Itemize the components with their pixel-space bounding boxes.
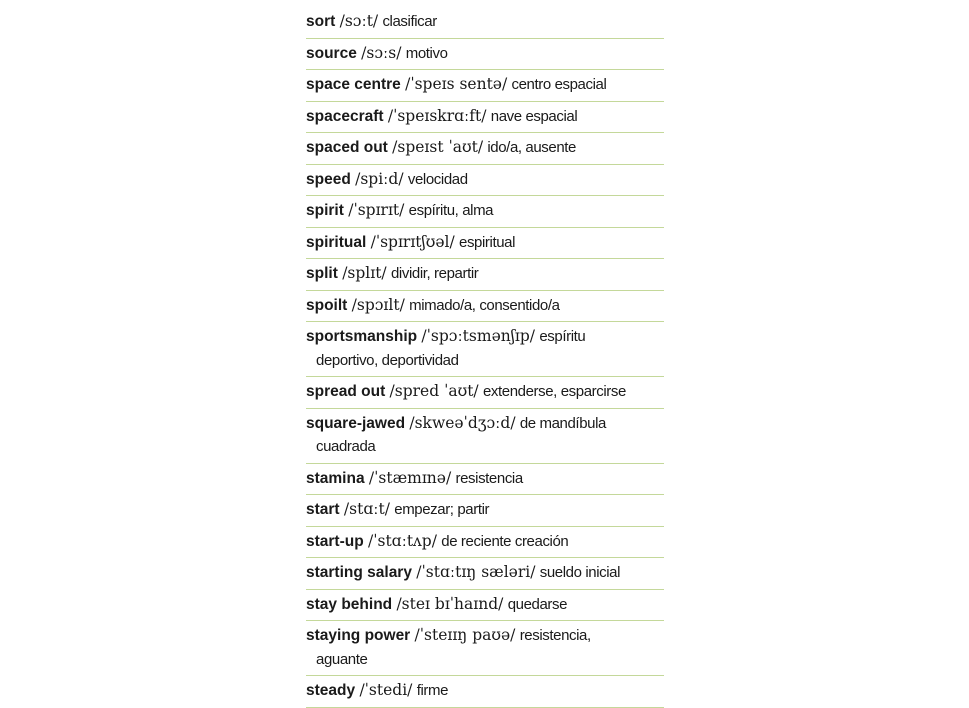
entry-term: start-up — [306, 532, 364, 550]
glossary-entry — [306, 377, 664, 409]
glossary-entry — [306, 102, 664, 134]
entry-definition: mimado/a, consentido/a — [409, 296, 560, 314]
entry-pronunciation: /ˈspɔːtsmənʃɪp/ — [421, 327, 536, 345]
entry-definition: sueldo inicial — [539, 564, 621, 581]
entry-pronunciation: /ˈspɪrɪt/ — [348, 201, 405, 219]
entry-definition: velocidad — [407, 170, 468, 188]
entry-term: spirit — [306, 202, 344, 219]
glossary-entry — [306, 621, 664, 676]
entry-definition: centro espacial — [511, 76, 607, 93]
glossary-entry — [306, 291, 664, 323]
entry-definition: de reciente creación — [441, 532, 569, 550]
entry-term: speed — [306, 170, 351, 188]
entry-definition: extenderse, esparcirse — [482, 383, 626, 400]
entry-pronunciation: /splɪt/ — [342, 264, 387, 282]
entry-pronunciation: /ˈstɑːtɪŋ sæləri/ — [416, 563, 536, 581]
entry-term: spread out — [306, 383, 386, 400]
glossary-entry — [306, 133, 664, 165]
entry-term: starting salary — [306, 564, 412, 581]
entry-definition: motivo — [405, 44, 448, 62]
entry-pronunciation: /steɪ bɪˈhaɪnd/ — [396, 594, 504, 613]
entry-term: spacecraft — [306, 107, 384, 125]
glossary-entry — [306, 165, 664, 197]
glossary-entry — [306, 464, 664, 496]
glossary-entry — [306, 676, 664, 708]
entry-definition: nave espacial — [490, 107, 578, 125]
entry-term: staying power — [306, 627, 411, 644]
entry-term: sportsmanship — [306, 328, 418, 345]
entry-pronunciation: /ˈspeɪskrɑːft/ — [387, 106, 487, 125]
glossary-entry — [306, 322, 664, 377]
glossary-entry — [306, 409, 664, 464]
entry-pronunciation: /skweəˈdʒɔːd/ — [409, 413, 516, 432]
entry-definition: resistencia — [455, 469, 523, 487]
entry-definition: de mandíbula — [519, 414, 606, 432]
entry-pronunciation: /ˈstæmɪnə/ — [368, 468, 452, 487]
entry-pronunciation: /spiːd/ — [355, 169, 404, 188]
entry-term: steady — [306, 682, 356, 699]
entry-definition-continued: aguante — [316, 650, 368, 668]
entry-pronunciation: /sɔːs/ — [361, 43, 402, 62]
glossary-entry — [306, 558, 664, 590]
glossary-entry — [306, 70, 664, 102]
entry-definition: quedarse — [507, 595, 568, 613]
entry-pronunciation: /ˈsteɪɪŋ paʊə/ — [414, 626, 516, 644]
entry-term: stay behind — [306, 595, 393, 613]
entry-term: source — [306, 44, 357, 62]
entry-term: spiritual — [306, 233, 367, 251]
entry-definition: resistencia, — [519, 627, 591, 644]
entry-term: stamina — [306, 469, 365, 487]
glossary-entry — [306, 7, 664, 39]
entry-definition: clasificar — [382, 13, 437, 30]
entry-pronunciation: /spɔɪlt/ — [351, 295, 405, 314]
entry-pronunciation: /speɪst ˈaʊt/ — [392, 138, 484, 156]
entry-term: split — [306, 265, 338, 282]
entry-definition: empezar; partir — [394, 501, 490, 518]
entry-term: sort — [306, 13, 336, 30]
glossary-entry — [306, 39, 664, 71]
entry-definition-continued: cuadrada — [316, 438, 376, 455]
entry-definition: espíritu — [539, 328, 586, 345]
entry-definition: firme — [416, 682, 449, 699]
entry-pronunciation: /ˈspeɪs sentə/ — [405, 75, 508, 93]
entry-pronunciation: /ˈstedi/ — [359, 681, 413, 699]
glossary-entry — [306, 495, 664, 527]
entry-definition-continued: deportivo, deportividad — [316, 351, 459, 369]
entry-definition: dividir, repartir — [390, 265, 479, 282]
entry-pronunciation: /spred ˈaʊt/ — [389, 382, 479, 400]
glossary-entry — [306, 228, 664, 260]
glossary-entry — [306, 590, 664, 622]
glossary-list — [306, 7, 664, 708]
entry-pronunciation: /sɔːt/ — [339, 12, 379, 30]
entry-term: spoilt — [306, 296, 348, 314]
entry-definition: espíritu, alma — [408, 202, 494, 219]
entry-term: square-jawed — [306, 414, 406, 432]
entry-pronunciation: /ˈstɑːtʌp/ — [368, 531, 437, 550]
entry-term: spaced out — [306, 139, 388, 156]
entry-term: space centre — [306, 76, 401, 93]
glossary-entry — [306, 259, 664, 291]
entry-pronunciation: /stɑːt/ — [343, 500, 390, 518]
entry-term: start — [306, 501, 340, 518]
entry-definition: ido/a, ausente — [487, 139, 577, 156]
entry-definition: espiritual — [459, 233, 516, 251]
glossary-entry — [306, 196, 664, 228]
glossary-entry — [306, 527, 664, 559]
entry-pronunciation: /ˈspɪrɪtʃʊəl/ — [370, 232, 455, 251]
